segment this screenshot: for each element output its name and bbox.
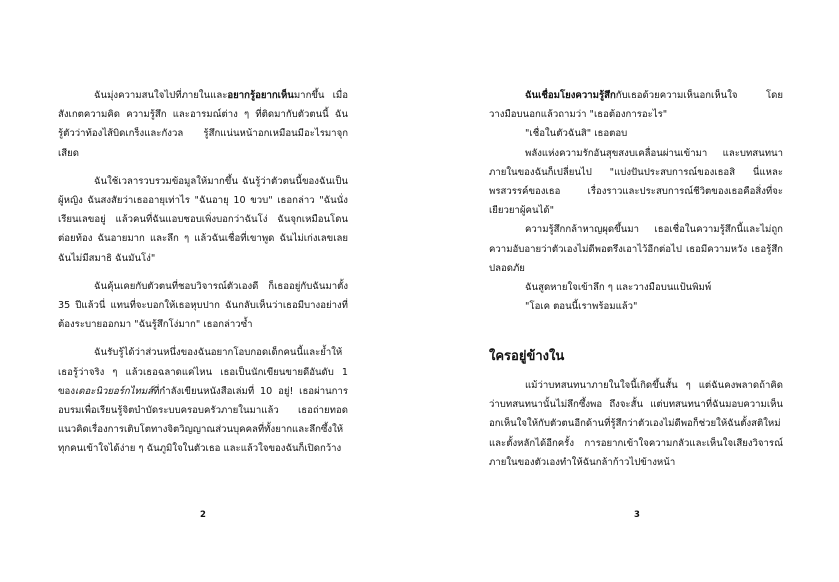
italic-text-run: เดอะนิวยอร์กไทมส์: [75, 385, 154, 397]
text-run: ที่กำลังเขียนหนังสือเล่มที่ 10 อยู่! เธอผ่านการอบรมเพื่อเรียนรู้จิตบำบัดระบบครอบครัวภายในมาแล้ว เธอถ่ายทอดแนวคิดเรื่องการเติบโตทางจิตวิญญาณส่วนบุคคลที่ทั้งยากและลึกซึ้งให้ทุกคนเข้าใจได้ง่าย ๆ ฉันภูมิใจในตัวเธอ และแล้วใจของฉันก็เปิดกว้าง: [58, 385, 348, 455]
section-heading: ใครอยู่ข้างใน: [489, 349, 565, 364]
section-body-text: [489, 376, 783, 472]
paragraph: พลังแห่งความรักอันสุขสงบเคลื่อนผ่านเข้ามา และบทสนทนาภายในของฉันก็เปลี่ยนไป "แบ่งปันประสบการณ์ของเธอสิ นี่แหละพรสวรรค์ของเธอ เรื่องราวและประสบการณ์ชีวิตของเธอคือสิ่งที่จะเยียวยาผู้คนได้": [489, 147, 783, 217]
paragraph: ฉันใช้เวลารวบรวมข้อมูลให้มากขึ้น ฉันรู้ว่าตัวตนนี้ของฉันเป็นผู้หญิง ฉันสงสัยว่าเธออายุเท่าไร "ฉันอายุ 10 ขวบ" เธอกล่าว "ฉันนั่งเรียนเลขอยู่ แล้วคนที่ฉันแอบชอบเพิ่งบอกว่าฉันโง่ ฉันจุกเหมือนโดนต่อยท้อง ฉันอายมาก และลึก ๆ แล้วฉันเชื่อที่เขาพูด ฉันไม่เก่งเลขเลย ฉันไม่มีสมาธิ ฉันมันโง่": [58, 175, 348, 264]
text-run: กับเธอด้วยความเห็นอกเห็นใจ โดยวางมือบนอกแล้วถามว่า "เธอต้องการอะไร": [489, 90, 783, 121]
text-run: ฉันมุ่งความสนใจไปที่ภายในและ: [94, 90, 228, 101]
paragraph: [58, 86, 348, 163]
page-right: [420, 0, 839, 582]
paragraph: [489, 86, 783, 124]
bold-text-run: ฉันเชื่อมโยงความรู้สึก: [525, 90, 616, 101]
page-number: 2: [200, 510, 206, 520]
paragraph: "โอเค ตอนนี้เราพร้อมแล้ว": [525, 301, 638, 313]
text-run: มากขึ้น เมื่อสังเกตความคิด ความรู้สึก และอารมณ์ต่าง ๆ ที่ติดมากับตัวตนนี้ ฉันรู้ตัวว่าท้องไส้บิดเกร็งและกังวล รู้สึกแน่นหน้าอกเหมือนมีอะไรมาจุกเสียด: [58, 90, 348, 159]
body-text: [58, 86, 348, 459]
paragraph: ความรู้สึกกล้าหาญผุดขึ้นมา เธอเชื่อในความรู้สึกนี้และไม่ถูกความอับอายว่าตัวเองไม่ดีพอตรึงเอาไว้อีกต่อไป เธอมีความหวัง เธอรู้สึกปลอดภัย: [489, 224, 783, 274]
page-number: 3: [634, 510, 640, 520]
bold-text-run: อยากรู้อยากเห็น: [227, 90, 294, 101]
body-text: [489, 86, 783, 316]
paragraph: ฉันสูดหายใจเข้าลึก ๆ และวางมือบนแป้นพิมพ์: [525, 282, 712, 294]
paragraph: แม้ว่าบทสนทนาภายในใจนี้เกิดขึ้นสั้น ๆ แต่ฉันคงพลาดถ้าคิดว่าบทสนทนานั้นไม่ลึกซึ้งพอ ถึงจะสั้น แต่บทสนทนาที่ฉันมอบความเห็นอกเห็นใจให้กับตัวตนอีกด้านที่รู้สึกว่าตัวเองไม่ดีพอก็ช่วยให้ฉันตั้งสติใหม่และตั้งหลักได้อีกครั้ง การอยากเข้าใจความกลัวและเห็นใจเสียงวิจารณ์ภายในของตัวเองทำให้ฉันกล้าก้าวไปข้างหน้า: [489, 380, 783, 468]
paragraph: ฉันคุ้นเคยกับตัวตนที่ชอบวิจารณ์ตัวเองดี ก็เธออยู่กับฉันมาตั้ง 35 ปีแล้วนี่ แทนที่จะบอกให้เธอหุบปาก ฉันกลับเห็นว่าเธอมีบางอย่างที่ต้องระบายออกมา "ฉันรู้สึกโง่มาก" เธอกล่าวซ้ำ: [58, 280, 348, 331]
text-run: ฉันรับรู้ได้ว่าส่วนหนึ่งของฉันอยากโอบกอดเด็กคนนี้และย้ำให้เธอรู้ว่าจริง ๆ แล้วเธอฉลาดแค่ไหน เธอเป็นนักเขียนขายดีอันดับ 1 ของ: [58, 347, 348, 397]
paragraph: "เชื่อในตัวฉันสิ" เธอตอบ: [525, 128, 628, 140]
paragraph: [58, 343, 348, 458]
